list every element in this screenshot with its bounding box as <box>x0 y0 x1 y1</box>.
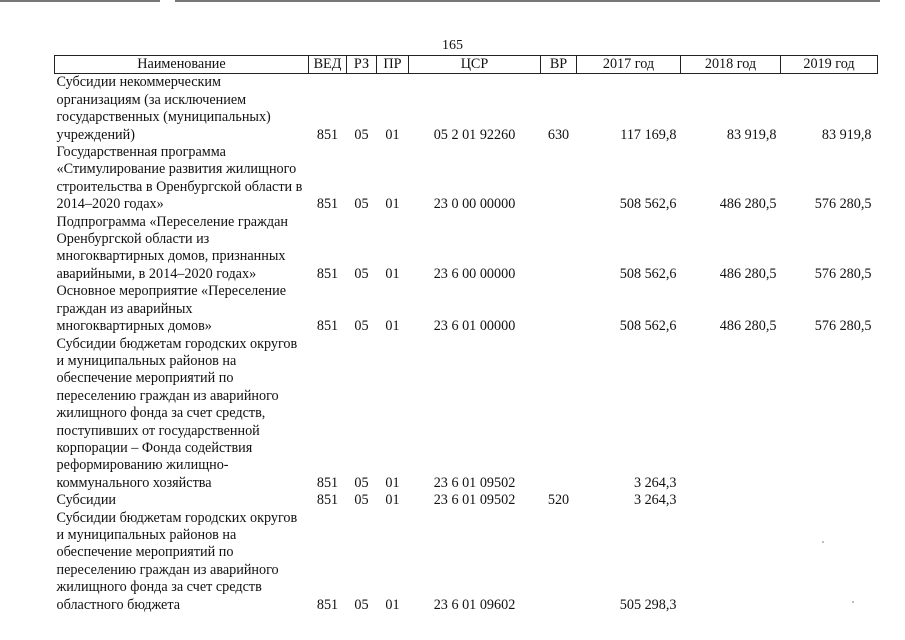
row-pr: 01 <box>385 318 400 335</box>
row-vr: 520 <box>547 492 570 509</box>
row-2019: 576 280,5 <box>814 196 872 213</box>
row-ved: 851 <box>316 596 339 613</box>
row-rz: 05 <box>354 126 369 143</box>
header-pr: ПР <box>377 56 409 74</box>
row-ved: 851 <box>316 318 339 335</box>
header-ved: ВЕД <box>309 56 347 74</box>
row-name: Подпрограмма «Переселение граждан Оренбургской области из многоквартирных домов, признанных аварийными, в 2014–2020 годах» <box>56 213 289 282</box>
table-row <box>55 336 878 493</box>
row-csr: 23 6 00 00000 <box>433 265 516 282</box>
row-rz: 05 <box>354 596 369 613</box>
row-2019: 576 280,5 <box>814 265 872 282</box>
row-pr: 01 <box>385 265 400 282</box>
row-name: Субсидии бюджетам городских округов и муниципальных районов на обеспечение мероприятий по переселению граждан из аварийного жилищного фонда за счет средств, поступивших от государственной корпорации – Фонда содействия реформированию жилищно-коммунального хозяйства <box>56 335 298 491</box>
top-edge-line <box>0 0 905 3</box>
row-2018: 486 280,5 <box>719 196 777 213</box>
row-2018 <box>681 510 781 614</box>
row-rz: 05 <box>354 492 369 509</box>
row-csr: 23 6 01 09502 <box>433 474 516 491</box>
row-name: Субсидии некоммерческим организациям (за исключением государственных (муниципальных) учреждений) <box>56 74 271 143</box>
row-name: Субсидии бюджетам городских округов и муниципальных районов на обеспечение мероприятий по переселению граждан из аварийного жилищного фонда за счет средств областного бюджета <box>56 509 298 613</box>
top-edge-line-left <box>0 0 160 2</box>
table-row <box>55 492 878 509</box>
table-row <box>55 214 878 284</box>
table-header-row <box>55 56 878 74</box>
row-2019 <box>781 492 878 509</box>
row-rz: 05 <box>354 474 369 491</box>
table-row <box>55 144 878 214</box>
row-rz: 05 <box>354 265 369 282</box>
budget-table <box>54 55 878 614</box>
row-2017: 505 298,3 <box>619 596 677 613</box>
row-rz: 05 <box>354 318 369 335</box>
row-ved: 851 <box>316 492 339 509</box>
header-name: Наименование <box>55 56 309 74</box>
row-2017: 508 562,6 <box>619 318 677 335</box>
row-vr <box>541 214 577 284</box>
table-row <box>55 510 878 614</box>
row-2017: 508 562,6 <box>619 196 677 213</box>
header-2018: 2018 год <box>681 56 781 74</box>
row-csr: 05 2 01 92260 <box>433 126 516 143</box>
row-vr <box>541 144 577 214</box>
row-ved: 851 <box>316 265 339 282</box>
row-2017: 508 562,6 <box>619 265 677 282</box>
row-2017: 3 264,3 <box>633 474 677 491</box>
row-2019 <box>781 336 878 493</box>
row-vr: 630 <box>547 126 570 143</box>
row-pr: 01 <box>385 492 400 509</box>
row-vr <box>541 283 577 335</box>
row-2017: 117 169,8 <box>620 126 677 143</box>
row-pr: 01 <box>385 196 400 213</box>
header-csr: ЦСР <box>409 56 541 74</box>
page-number: 165 <box>442 38 463 53</box>
header-2017: 2017 год <box>577 56 681 74</box>
row-vr <box>541 336 577 493</box>
row-csr: 23 6 01 09602 <box>433 596 516 613</box>
row-2018: 486 280,5 <box>719 318 777 335</box>
row-ved: 851 <box>316 126 339 143</box>
header-rz: РЗ <box>347 56 377 74</box>
row-2019 <box>781 510 878 614</box>
row-ved: 851 <box>316 474 339 491</box>
row-csr: 23 0 00 00000 <box>433 196 516 213</box>
row-2018: 83 919,8 <box>726 126 777 143</box>
table-row <box>55 74 878 144</box>
row-pr: 01 <box>385 474 400 491</box>
row-vr <box>541 510 577 614</box>
row-2019: 576 280,5 <box>814 318 872 335</box>
row-pr: 01 <box>385 126 400 143</box>
row-2018 <box>681 492 781 509</box>
row-ved: 851 <box>316 196 339 213</box>
row-2018 <box>681 336 781 493</box>
row-csr: 23 6 01 00000 <box>433 318 516 335</box>
row-2018: 486 280,5 <box>719 265 777 282</box>
row-2017: 3 264,3 <box>633 492 677 509</box>
table-row <box>55 283 878 335</box>
scan-speck <box>852 601 854 603</box>
header-vr: ВР <box>541 56 577 74</box>
row-2019: 83 919,8 <box>821 126 872 143</box>
top-edge-line-right <box>175 0 880 2</box>
row-name: Государственная программа «Стимулирование развития жилищного строительства в Оренбургской области в 2014–2020 годах» <box>56 144 303 213</box>
scan-speck <box>822 541 824 543</box>
row-name: Основное мероприятие «Переселение граждан из аварийных многоквартирных домов» <box>56 283 287 335</box>
row-csr: 23 6 01 09502 <box>433 492 516 509</box>
header-2019: 2019 год <box>781 56 878 74</box>
row-rz: 05 <box>354 196 369 213</box>
row-name: Субсидии <box>56 492 117 509</box>
row-pr: 01 <box>385 596 400 613</box>
